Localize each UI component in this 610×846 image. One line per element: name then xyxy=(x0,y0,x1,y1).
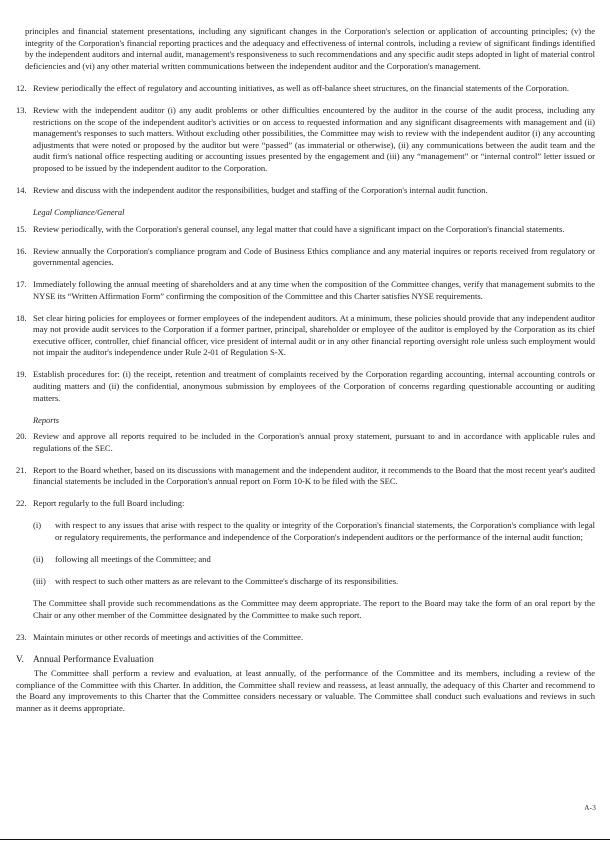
list-item-text: Review periodically, with the Corporation's general counsel, any legal matter that could have a significant impact on the Corporation's financial statements. xyxy=(33,223,565,234)
list-item-marker: 21. xyxy=(16,464,27,475)
list-item xyxy=(8,279,595,302)
list-item-marker: 22. xyxy=(16,498,27,509)
section-paragraph: The Committee shall perform a review and evaluation, at least annually, of the performance of the Committee and its members, including a review of the compliance of the Committee with this Charter. In addition, the Committee shall review and reassess, at least annually, the adequacy of this Charter and recommend to the Board any improvements to this Charter that the Committee considers necessary or valuable. The Committee shall conduct such evaluations and reviews in such manner as it deems appropriate. xyxy=(16,668,595,713)
list-item xyxy=(8,498,595,510)
list-item-text: Review and approve all reports required to be included in the Corporation's annual proxy statement, pursuant to and in accordance with applicable rules and regulations of the SEC. xyxy=(33,431,595,453)
list-item xyxy=(8,313,595,359)
list-item-text: Review with the independent auditor (i) any audit problems or other difficulties encountered by the auditor in the course of the audit process, including any restrictions on the scope of the independent auditor's activities or on access to requested information and any significant disagreements with management and (ii) management's responses to such matters. Without excluding other possibilities, the Committee may wish to review with the independent auditor (i) any accounting adjustments that were noted or proposed by the auditor but were “passed” (as immaterial or otherwise), (ii) any communications between the audit team and the audit firm's national office respecting auditing or accounting issues presented by the engagement and (iii) any “management” or “internal control” letter issued or proposed to be issued by the independent auditor to the Corporation. xyxy=(33,105,595,173)
list-item xyxy=(8,431,595,454)
list-item-marker: 18. xyxy=(16,312,27,323)
sub-list-item xyxy=(8,520,595,543)
list-item xyxy=(8,83,595,95)
list-item-marker: 17. xyxy=(16,279,27,290)
sub-list-item-marker: (iii) xyxy=(33,576,46,586)
section-heading xyxy=(8,654,595,667)
subsection-heading-reports: Reports xyxy=(33,415,60,425)
sub-list-item-marker: (ii) xyxy=(33,553,44,564)
list-item-text: Report to the Board whether, based on its discussions with management and the independent auditor, it recommends to the Board that the most recent year's audited financial statements be included in the Corporation's annual report on Form 10-K to be filed with the SEC. xyxy=(33,464,595,487)
list-item xyxy=(8,224,595,236)
list-item xyxy=(8,465,595,488)
list-item-marker: 13. xyxy=(16,105,27,116)
list-item xyxy=(8,632,595,644)
section-title: Annual Performance Evaluation xyxy=(33,654,154,665)
section-number: V. xyxy=(16,654,24,665)
sub-list-item-marker: (i) xyxy=(33,520,42,531)
sub-list-item xyxy=(8,554,595,566)
sub-list-item-text: with respect to any issues that arise with respect to the quality or integrity of the Corporation's financial statements, the Corporation's compliance with legal or regulatory requirements, the performance and independence of the Corporation's independent auditors or the performance of the internal audit function; xyxy=(55,520,595,542)
sub-list-item xyxy=(8,576,595,588)
list-item-marker: 14. xyxy=(16,185,27,196)
list-item xyxy=(8,246,595,269)
document-body xyxy=(8,26,595,714)
list-item-marker: 20. xyxy=(16,431,27,442)
list-item-text: Establish procedures for: (i) the receipt, retention and treatment of complaints received by the Corporation regarding accounting, internal accounting controls or auditing matters and (ii) the confidential, anonymous submission by employees of the Corporation of concerns regarding questionable accounting or auditing matters. xyxy=(33,369,595,403)
list-item-text: Review and discuss with the independent auditor the responsibilities, budget and staffing of the Corporation's internal audit function. xyxy=(33,185,488,196)
list-item xyxy=(8,185,595,197)
list-item-text: Maintain minutes or other records of meetings and activities of the Committee. xyxy=(33,631,304,642)
sub-list-item-text: with respect to such other matters as are relevant to the Committee's discharge of its responsibilities. xyxy=(55,576,399,586)
list-item-text: Immediately following the annual meeting of shareholders and at any time when the composition of the Committee changes, verify that management submits to the NYSE its “Written Affirmation Form” confirming the composition of the Committee and this Charter satisfies NYSE requirements. xyxy=(33,279,595,301)
footer-divider xyxy=(0,839,610,840)
list-item-text: Review periodically the effect of regulatory and accounting initiatives, as well as off-balance sheet structures, on the financial statements of the Corporation. xyxy=(33,83,570,94)
list-item xyxy=(8,369,595,404)
page-number: A-3 xyxy=(584,804,596,812)
list-item xyxy=(8,105,595,174)
list-item-text: Report regularly to the full Board including: xyxy=(33,498,185,509)
list-item-text: Set clear hiring policies for employees or former employees of the independent auditors. At a minimum, these policies should provide that any independent auditor may not provide audit services to the Corporation if a former partner, principal, shareholder or employee of the auditor is employed by the Corporation as its chief executive officer, controller, chief financial officer, vice president of internal audit or in any other financial reporting oversight role unless such employment would not impair the auditor's independence under Rule 2-01 of Regulation S-X. xyxy=(33,312,595,358)
continuation-paragraph: principles and financial statement presentations, including any significant changes in the Corporation's selection or application of accounting principles; (v) the integrity of the Corporation's financial reporting practices and the adequacy and effectiveness of internal controls, including a review of significant findings identified by the independent auditors and internal audit, management's responsiveness to such recommendations and any specific audit steps adopted in light of material control deficiencies and (vi) any other material written communications between the independent auditor and the Corporation's management. xyxy=(25,26,595,71)
list-item-marker: 16. xyxy=(16,245,27,256)
list-item-marker: 23. xyxy=(16,631,27,642)
closing-paragraph: The Committee shall provide such recommendations as the Committee may deem appropriate. The report to the Board may take the form of an oral report by the Chair or any other member of the Committee designated by the Committee to make such report. xyxy=(33,598,595,620)
list-item-text: Review annually the Corporation's compliance program and Code of Business Ethics compliance and any material inquires or reports received from regulatory or governmental agencies. xyxy=(33,245,595,268)
sub-list-item-text: following all meetings of the Committee; and xyxy=(55,553,211,564)
list-item-marker: 15. xyxy=(16,223,27,234)
subsection-heading-legal-compliance: Legal Compliance/General xyxy=(33,208,125,218)
list-item-marker: 12. xyxy=(16,83,27,94)
list-item-marker: 19. xyxy=(16,369,27,380)
